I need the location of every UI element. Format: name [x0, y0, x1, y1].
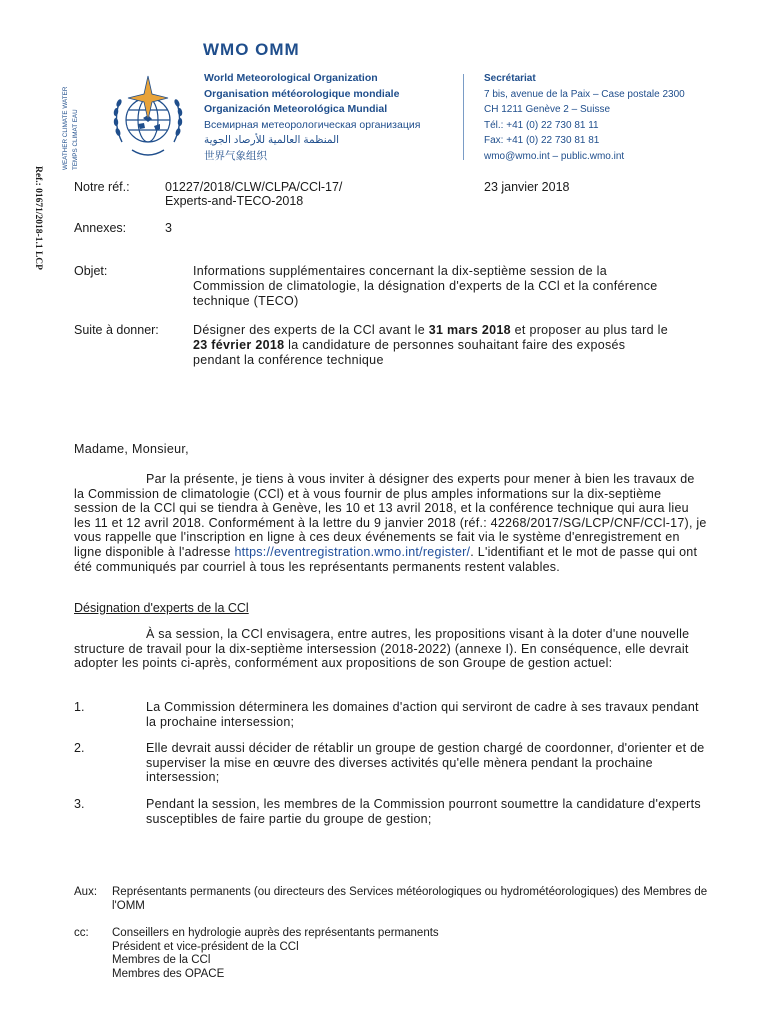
cc-label: cc: [74, 927, 89, 939]
org-name-fr: Organisation météorologique mondiale [204, 87, 400, 100]
wmo-title: WMO OMM [203, 40, 300, 59]
ref-label: Notre réf.: [74, 180, 130, 194]
cc-item: Président et vice-président de la CCl [112, 940, 299, 953]
org-names [204, 71, 420, 164]
secretariat-line: wmo@wmo.int – public.wmo.int [484, 150, 625, 162]
annex-label: Annexes: [74, 221, 127, 235]
salutation: Madame, Monsieur, [74, 442, 189, 456]
list-item-text: Pendant la session, les membres de la Commission pourront soumettre la candidature d'experts susceptibles de faire partie du groupe de gestion; [146, 797, 701, 826]
section-paragraph: À sa session, la CCl envisagera, entre autres, les propositions visant à la doter d'une nouvelle structure de travail pour la dix-septième intersession (2018-2022) (annexe I). En conséquence, elle devrait adopter les points ci-après, conformément aux propositions de son Groupe de gestion actuel: [74, 627, 690, 671]
secretariat-heading: Secrétariat [484, 73, 536, 84]
action-label: Suite à donner: [74, 323, 159, 337]
letter-date: 23 janvier 2018 [484, 180, 570, 194]
secretariat-line: Tél.: +41 (0) 22 730 81 11 [484, 119, 599, 131]
cc-item: Membres des OPACE [112, 967, 225, 980]
secretariat-address [484, 71, 685, 164]
letterhead-divider [463, 74, 464, 160]
action-deadline-experts: 31 mars 2018 [428, 323, 511, 337]
org-name-ru: Всемирная метеорологическая организация [204, 118, 421, 131]
side-reference-text: Ref.: 01671/2018-1.1 LCP [33, 166, 43, 270]
side-reference-stamp [24, 162, 54, 292]
action-text [193, 323, 673, 368]
subject-text: Informations supplémentaires concernant la dix-septième session de la Commission de climatologie, la désignation d'experts de la CCl et la conférence technique (TECO) [193, 264, 658, 308]
action-deadline-presenters: 23 février 2018 [193, 338, 285, 352]
org-name-en: World Meteorological Organization [204, 72, 378, 84]
subject-label: Objet: [74, 264, 108, 278]
org-name-zh: 世界气象组织 [204, 149, 267, 162]
list-item-text: Elle devrait aussi décider de rétablir un groupe de gestion chargé de coordonner, d'orienter et de superviser la mise en œuvre des diverses activités qu'elle mènera pendant la prochaine intersession; [146, 741, 705, 785]
ref-value-line-2: Experts-and-TECO-2018 [165, 194, 304, 208]
cc-item: Conseillers en hydrologie auprès des représentants permanents [112, 927, 439, 939]
cc-list [112, 927, 439, 981]
intro-paragraph [74, 472, 708, 574]
recipients-label: Aux: [74, 886, 98, 898]
cc-item: Membres de la CCl [112, 954, 211, 966]
list-item-number: 1. [74, 700, 85, 714]
section-heading: Désignation d'experts de la CCl [74, 601, 249, 615]
secretariat-line: 7 bis, avenue de la Paix – Case postale 2300 [484, 88, 685, 100]
ref-value-line-1: 01227/2018/CLW/CLPA/CCl-17/ [165, 180, 343, 194]
list-item-number: 3. [74, 797, 85, 811]
wmo-emblem-icon [102, 72, 194, 164]
recipients-text: Représentants permanents (ou directeurs des Services météorologiques ou hydrométéorologiques) des Membres de l'OMM [112, 886, 708, 912]
secretariat-line: Fax: +41 (0) 22 730 81 81 [484, 135, 600, 146]
secretariat-line: CH 1211 Genève 2 – Suisse [484, 104, 611, 115]
action-text-part: la candidature de personnes souhaitant faire des exposés pendant la conférence technique [193, 338, 626, 367]
org-name-ar: المنظمة العالمية للأرصاد الجوية [204, 134, 340, 146]
intro-text: Par la présente, je tiens à vous inviter à désigner des experts pour mener à bien les travaux de la Commission de climatologie (CCl) et à vous fournir de plus amples informations sur la dix-septième session de la CCl qui se tiendra à Genève, les 10 et 13 avril 2018, et la conférence technique qui aura lieu les 11 et 12 avril 2018. Conformément à la lettre du 9 janvier 2018 (réf.: 42268/2017/SG/LCP/CNF/CCl-17), je vous rappelle que l'inscription en ligne à ces deux événements se fait via le système d'enregistrement en ligne disponible à l'adresse [74, 472, 707, 559]
annex-value: 3 [165, 221, 172, 235]
list-item-text: La Commission déterminera les domaines d'action qui serviront de cadre à ses travaux pendant la prochaine intersession; [146, 700, 699, 729]
motto-line-1: WEATHER CLIMATE WATER [62, 86, 69, 170]
action-text-part: Désigner des experts de la CCl avant le [193, 323, 429, 337]
vertical-org-motto [58, 70, 88, 170]
action-text-part: et proposer au plus tard le [510, 323, 668, 337]
org-name-es: Organización Meteorológica Mundial [204, 103, 388, 115]
ref-value [165, 180, 342, 208]
motto-line-2: TEMPS CLIMAT EAU [72, 109, 79, 170]
registration-link[interactable]: https://eventregistration.wmo.int/register/ [234, 544, 471, 559]
intro-text-end: . L'identifiant et le mot de passe qui ont été communiqués par courriel à tous les représentants permanents restent valables. [74, 544, 698, 574]
list-item-number: 2. [74, 741, 85, 755]
